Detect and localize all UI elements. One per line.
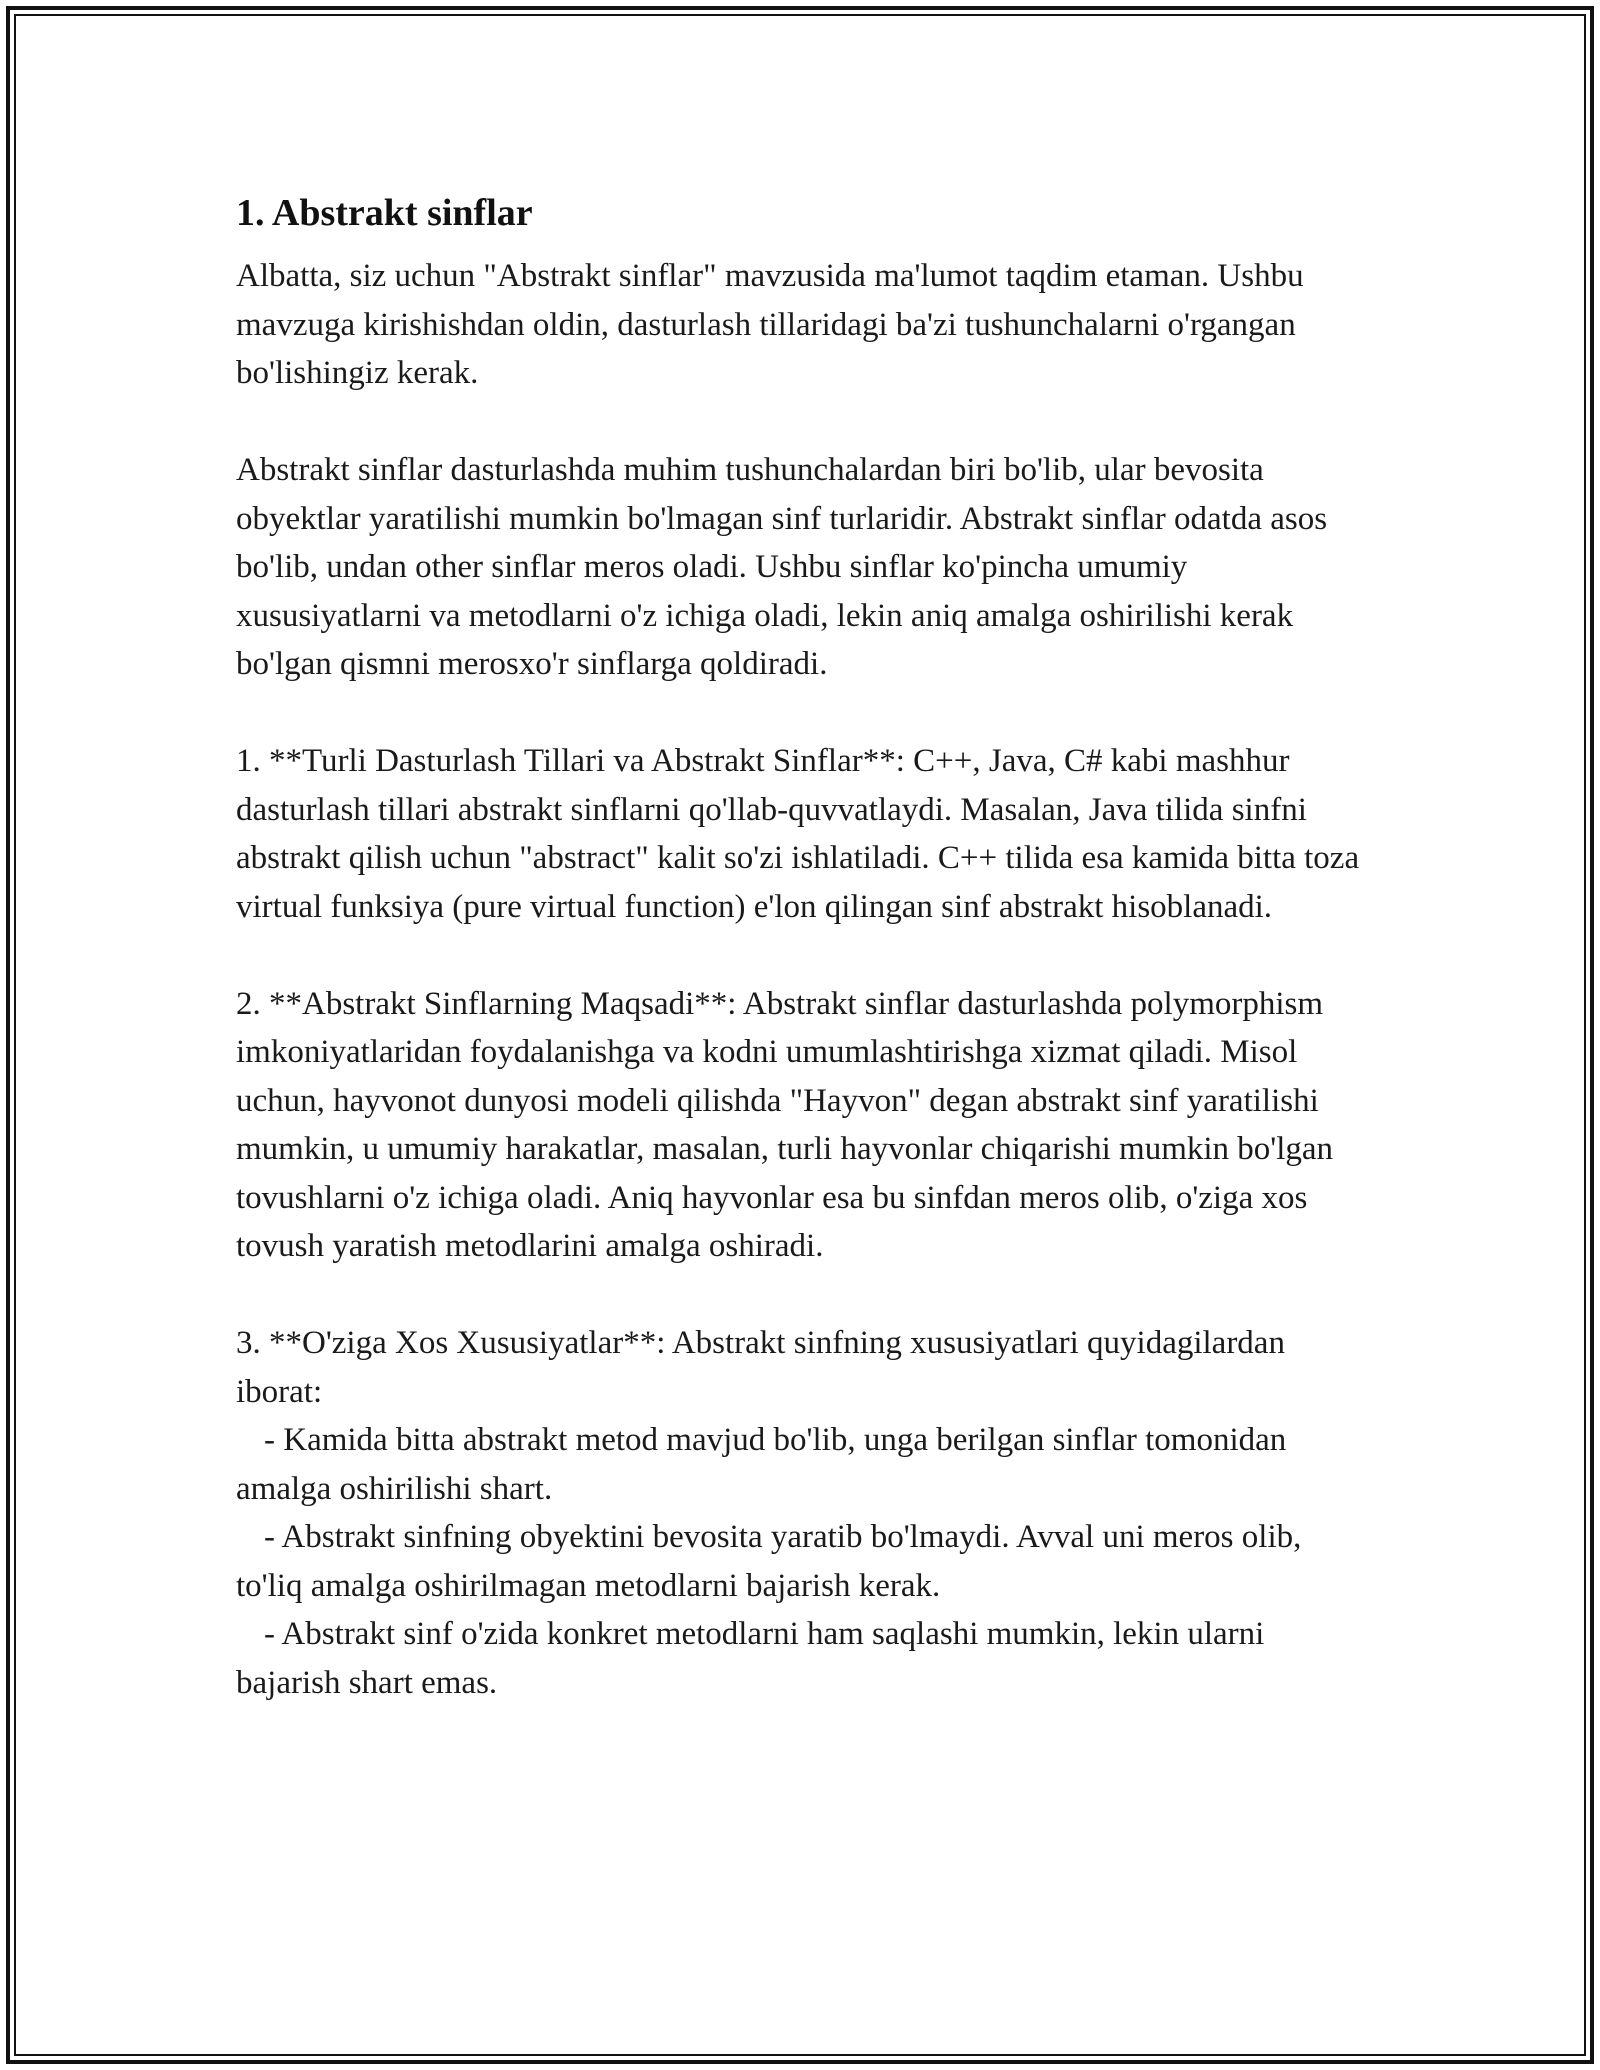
paragraph-languages: 1. **Turli Dasturlash Tillari va Abstrakt Sinflar**: C++, Java, C# kabi mashhur dasturlash tillari abstrakt sinflarni qo'llab-quvvatlaydi. Masalan, Java tilida sinfni abstrakt qilish uchun "abstract" kalit so'zi ishlatiladi. C++ tilida esa kamida bitta toza virtual funksiya (pure virtual function) e'lon qilingan sinf abstrakt hisoblanadi. <box>236 743 1360 925</box>
paragraph-intro: Albatta, siz uchun "Abstrakt sinflar" mavzusida ma'lumot taqdim etaman. Ushbu mavzuga kirishishdan oldin, dasturlash tillaridagi ba'zi tushunchalarni o'rgangan bo'lishingiz kerak. <box>236 258 1304 391</box>
feature-item: - Kamida bitta abstrakt metod mavjud bo'lib, unga berilgan sinflar tomonidan amalga oshirilishi shart. <box>236 1422 1287 1507</box>
document-body <box>236 186 1376 1707</box>
paragraph-definition: Abstrakt sinflar dasturlashda muhim tushunchalardan biri bo'lib, ular bevosita obyektlar yaratilishi mumkin bo'lmagan sinf turlaridir. Abstrakt sinflar odatda asos bo'lib, undan other sinflar meros oladi. Ushbu sinflar ko'pincha umumiy xususiyatlarni va metodlarni o'z ichiga oladi, lekin aniq amalga oshirilishi kerak bo'lgan qismni merosxo'r sinflarga qoldiradi. <box>236 452 1328 682</box>
feature-item: - Abstrakt sinf o'zida konkret metodlarni ham saqlashi mumkin, lekin ularni bajarish shart emas. <box>236 1616 1265 1701</box>
features-intro: 3. **O'ziga Xos Xususiyatlar**: Abstrakt sinfning xususiyatlari quyidagilardan iborat: <box>236 1325 1285 1410</box>
paragraph-purpose: 2. **Abstrakt Sinflarning Maqsadi**: Abstrakt sinflar dasturlashda polymorphism imkoniyatlaridan foydalanishga va kodni umumlashtirishga xizmat qiladi. Misol uchun, hayvonot dunyosi modeli qilishda "Hayvon" degan abstrakt sinf yaratilishi mumkin, u umumiy harakatlar, masalan, turli hayvonlar chiqarishi mumkin bo'lgan tovushlarni o'z ichiga oladi. Aniq hayvonlar esa bu sinfdan meros olib, o'ziga xos tovush yaratish metodlarini amalga oshiradi. <box>236 985 1334 1264</box>
document-title: 1. Abstrakt sinflar <box>236 192 533 234</box>
section-features <box>236 1319 1376 1707</box>
feature-item: - Abstrakt sinfning obyektini bevosita yaratib bo'lmaydi. Avval uni meros olib, to'liq amalga oshirilmagan metodlarni bajarish kerak. <box>236 1519 1302 1604</box>
